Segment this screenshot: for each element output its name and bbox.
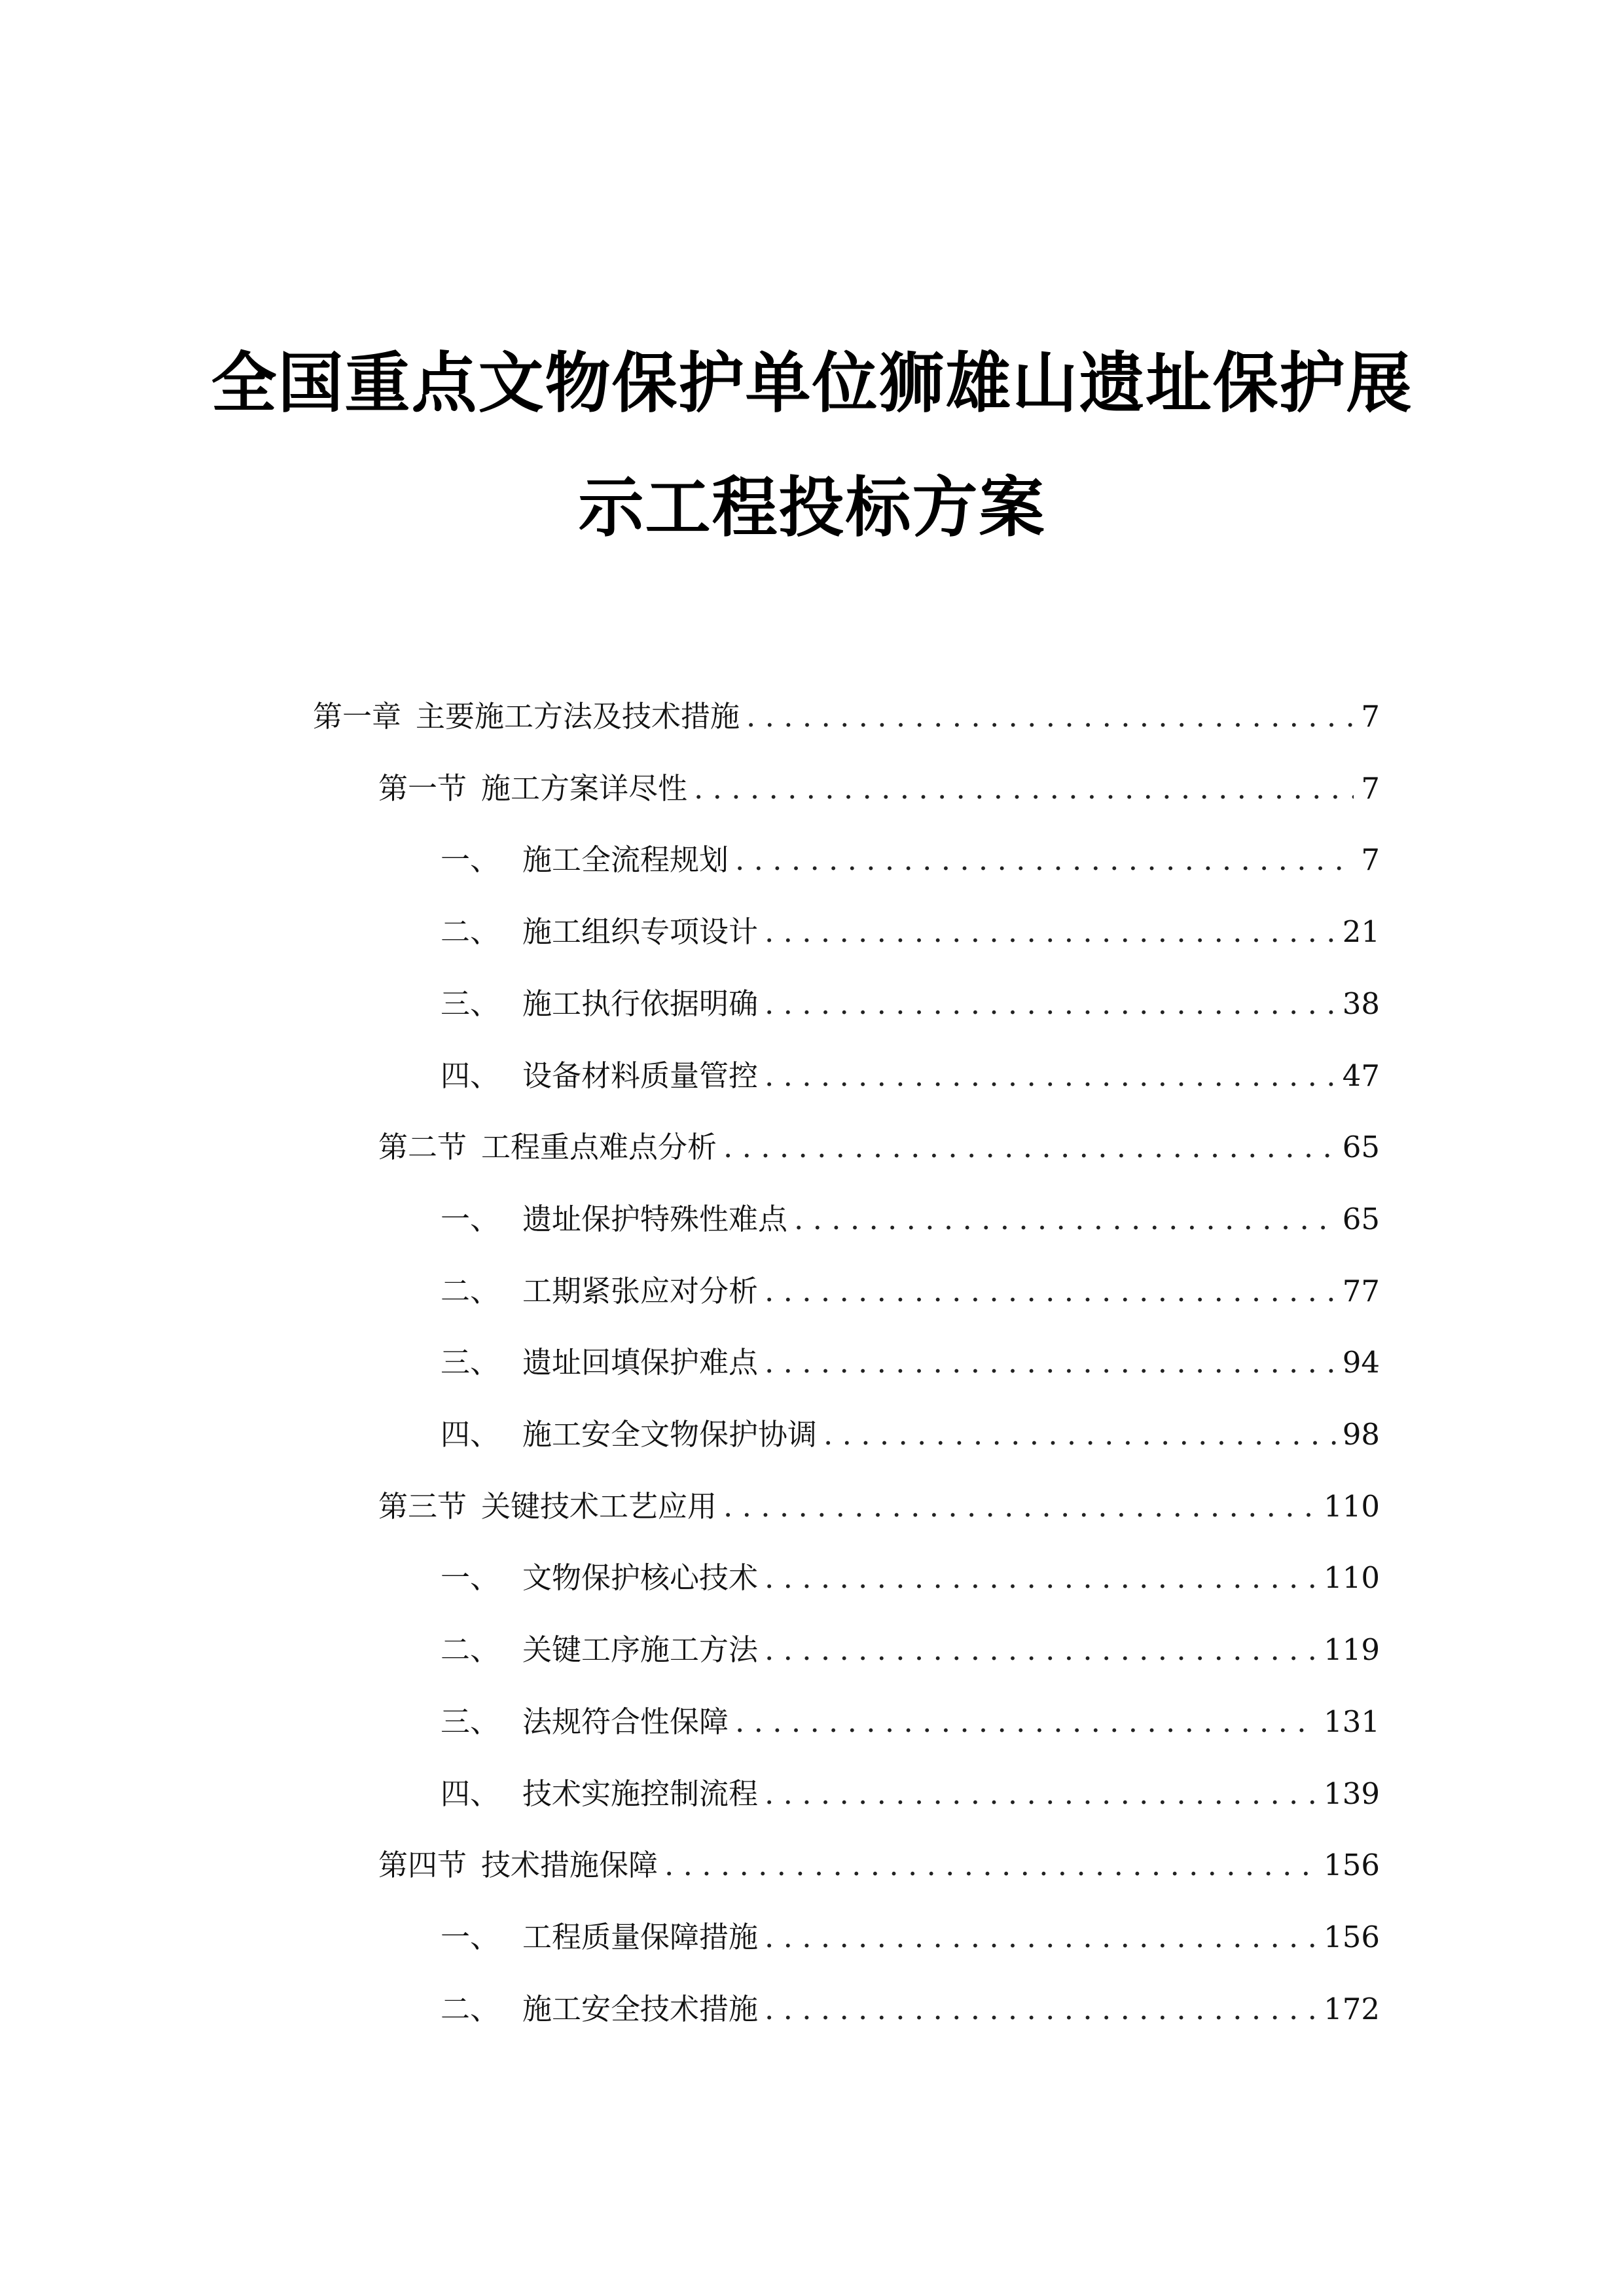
- toc-entry-label: [441, 1340, 758, 1386]
- toc-entry-title: 施工安全技术措施: [522, 1991, 759, 2026]
- toc-entry-number: 一、: [441, 1919, 500, 1954]
- toc-page-number: 119: [1324, 1632, 1380, 1668]
- document-title-line-1: 全国重点文物保护单位狮雄山遗址保护展: [211, 345, 1413, 422]
- toc-entry-title: 施工方案详尽性: [481, 770, 688, 806]
- toc-entry-title: 主要施工方法及技术措施: [416, 699, 740, 734]
- toc-entry[interactable]: [441, 1196, 1380, 1242]
- toc-page-number: 77: [1342, 1273, 1380, 1308]
- toc-page-number: 65: [1342, 1130, 1380, 1165]
- toc-page-number: 94: [1342, 1345, 1380, 1380]
- toc-dot-leader: [765, 981, 1336, 1027]
- toc-entry-title: 技术措施保障: [481, 1848, 659, 1883]
- toc-dot-leader: [794, 1196, 1336, 1242]
- toc-entry-number: 一、: [441, 842, 500, 878]
- toc-entry[interactable]: [378, 1842, 1380, 1888]
- toc-entry-label: [441, 1771, 758, 1817]
- toc-entry-label: [441, 1699, 729, 1745]
- toc-dot-leader: [765, 1914, 1317, 1960]
- document-title-line-2: 示工程投标方案: [578, 469, 1046, 546]
- toc-entry-label: [378, 766, 687, 812]
- toc-entry-title: 施工组织专项设计: [522, 914, 759, 950]
- toc-entry-number: 三、: [441, 1704, 500, 1739]
- toc-entry-number: 四、: [441, 1417, 500, 1452]
- toc-entry-label: [441, 1268, 758, 1314]
- toc-dot-leader: [823, 1412, 1336, 1458]
- toc-entry-number: 四、: [441, 1776, 500, 1811]
- toc-entry[interactable]: [441, 981, 1380, 1027]
- toc-entry[interactable]: [313, 694, 1380, 740]
- toc-entry-label: [441, 1412, 817, 1458]
- toc-entry-number: 二、: [441, 1991, 500, 2026]
- toc-entry-number: 第三节: [378, 1488, 467, 1524]
- toc-entry-title: 遗址回填保护难点: [522, 1345, 759, 1380]
- toc-page-number: 172: [1324, 1991, 1380, 2026]
- toc-page-number: 65: [1342, 1201, 1380, 1236]
- toc-entry[interactable]: [441, 1340, 1380, 1386]
- toc-entry[interactable]: [441, 1555, 1380, 1601]
- toc-entry-label: [378, 1484, 717, 1530]
- toc-entry-title: 施工安全文物保护协调: [522, 1417, 818, 1452]
- toc-entry-label: [378, 1124, 717, 1170]
- toc-entry-label: [441, 1914, 758, 1960]
- toc-dot-leader: [765, 1340, 1336, 1386]
- toc-entry-title: 设备材料质量管控: [522, 1058, 759, 1093]
- toc-entry[interactable]: [441, 909, 1380, 955]
- toc-entry[interactable]: [441, 837, 1380, 883]
- toc-page-number: 7: [1361, 842, 1380, 878]
- toc-entry-number: 二、: [441, 1273, 500, 1308]
- toc-entry-title: 技术实施控制流程: [522, 1776, 759, 1811]
- toc-page-number: 156: [1324, 1919, 1380, 1954]
- toc-dot-leader: [664, 1842, 1317, 1888]
- toc-page-number: 7: [1361, 699, 1380, 734]
- toc-entry-number: 一、: [441, 1560, 500, 1596]
- toc-entry-number: 第四节: [378, 1848, 467, 1883]
- toc-entry-title: 遗址保护特殊性难点: [522, 1201, 788, 1236]
- toc-entry[interactable]: [441, 1771, 1380, 1817]
- toc-dot-leader: [765, 1268, 1336, 1314]
- toc-entry[interactable]: [441, 1627, 1380, 1673]
- toc-dot-leader: [746, 694, 1354, 740]
- toc-entry-title: 工程重点难点分析: [481, 1130, 717, 1165]
- toc-entry[interactable]: [378, 766, 1380, 812]
- toc-entry[interactable]: [441, 1986, 1380, 2032]
- toc-page-number: 7: [1361, 770, 1380, 806]
- toc-entry-label: [441, 1196, 787, 1242]
- toc-page-number: 110: [1324, 1488, 1380, 1524]
- toc-page-number: 139: [1324, 1776, 1380, 1811]
- toc-entry-number: 二、: [441, 1632, 500, 1668]
- toc-dot-leader: [765, 1053, 1336, 1099]
- toc-entry[interactable]: [441, 1053, 1380, 1099]
- toc-entry-number: 第二节: [378, 1130, 467, 1165]
- toc-entry-label: [441, 1986, 758, 2032]
- toc-entry-title: 关键技术工艺应用: [481, 1488, 717, 1524]
- toc-page-number: 131: [1324, 1704, 1380, 1739]
- toc-entry[interactable]: [441, 1699, 1380, 1745]
- toc-entry[interactable]: [378, 1124, 1380, 1170]
- toc-entry-number: 第一章: [313, 699, 402, 734]
- toc-entry[interactable]: [441, 1914, 1380, 1960]
- toc-page-number: 110: [1324, 1560, 1380, 1596]
- toc-entry-number: 三、: [441, 986, 500, 1021]
- toc-dot-leader: [765, 1986, 1317, 2032]
- toc-entry-title: 施工全流程规划: [522, 842, 729, 878]
- toc-entry-label: [441, 837, 729, 883]
- toc-entry-label: [313, 694, 740, 740]
- toc-dot-leader: [765, 1627, 1317, 1673]
- toc-page-number: 21: [1342, 914, 1380, 950]
- toc-page-number: 156: [1324, 1848, 1380, 1883]
- toc-entry-number: 第一节: [378, 770, 467, 806]
- toc-entry-label: [441, 909, 758, 955]
- toc-entry-number: 一、: [441, 1201, 500, 1236]
- toc-entry[interactable]: [378, 1484, 1380, 1530]
- toc-entry-title: 文物保护核心技术: [522, 1560, 759, 1596]
- toc-dot-leader: [765, 1771, 1317, 1817]
- toc-entry[interactable]: [441, 1412, 1380, 1458]
- toc-entry-title: 关键工序施工方法: [522, 1632, 759, 1668]
- toc-entry-label: [378, 1842, 658, 1888]
- toc-entry-label: [441, 1627, 758, 1673]
- toc-entry-title: 工程质量保障措施: [522, 1919, 759, 1954]
- toc-dot-leader: [765, 909, 1336, 955]
- toc-entry-title: 法规符合性保障: [522, 1704, 729, 1739]
- toc-entry-label: [441, 981, 758, 1027]
- toc-entry-number: 二、: [441, 914, 500, 950]
- toc-dot-leader: [723, 1124, 1336, 1170]
- toc-entry-number: 四、: [441, 1058, 500, 1093]
- toc-entry[interactable]: [441, 1268, 1380, 1314]
- toc-dot-leader: [723, 1484, 1317, 1530]
- toc-entry-title: 施工执行依据明确: [522, 986, 759, 1021]
- toc-dot-leader: [735, 837, 1354, 883]
- toc-page-number: 47: [1342, 1058, 1380, 1093]
- toc-page-number: 38: [1342, 986, 1380, 1021]
- toc-entry-label: [441, 1053, 758, 1099]
- toc-dot-leader: [765, 1555, 1317, 1601]
- toc-entry-number: 三、: [441, 1345, 500, 1380]
- toc-entry-label: [441, 1555, 758, 1601]
- toc-dot-leader: [694, 766, 1354, 812]
- toc-page-number: 98: [1342, 1417, 1380, 1452]
- toc-dot-leader: [735, 1699, 1317, 1745]
- toc-entry-title: 工期紧张应对分析: [522, 1273, 759, 1308]
